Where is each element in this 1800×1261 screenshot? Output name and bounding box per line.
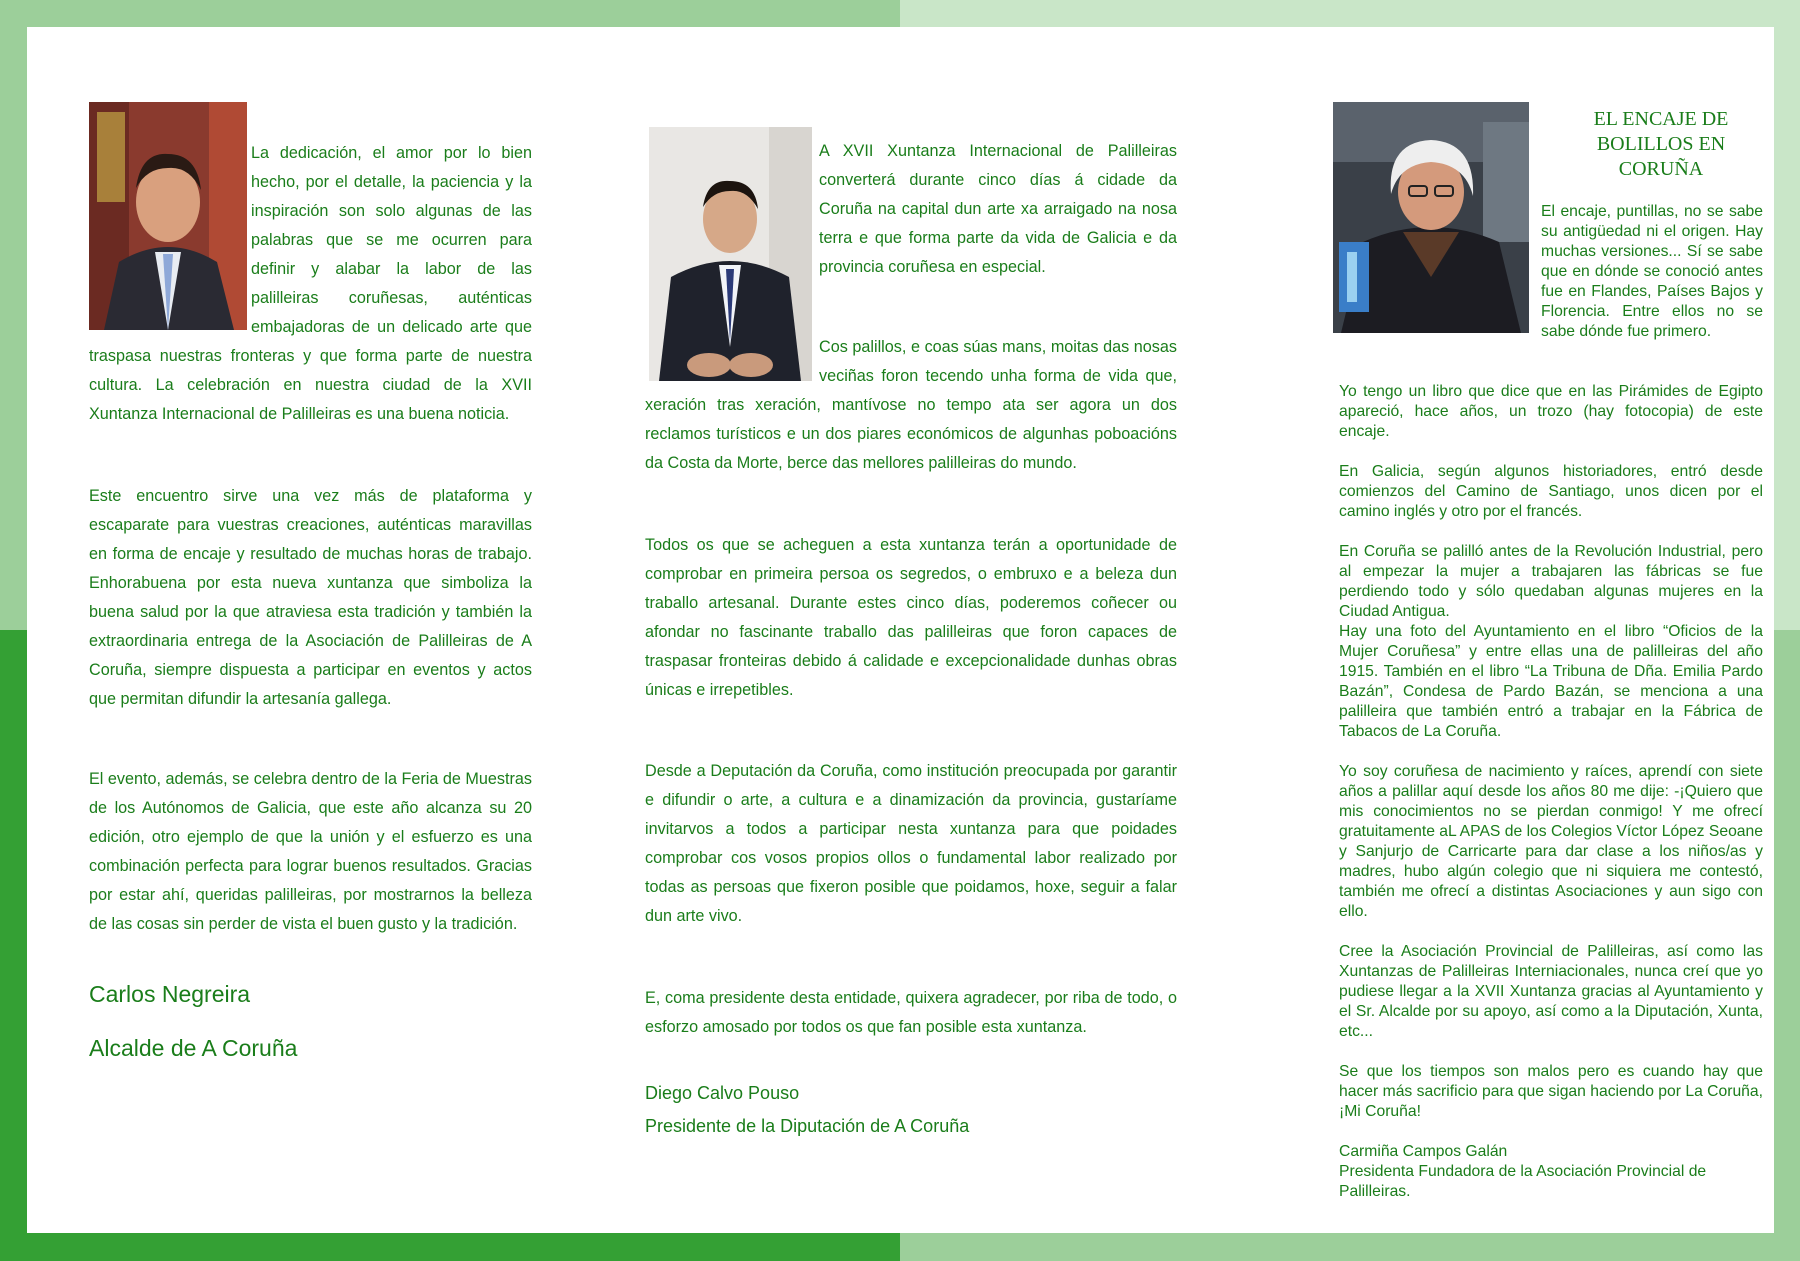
president-signature-role: Presidente de la Diputación de A Coruña [645,1116,970,1136]
president-paragraph-3: Todos os que se acheguen a esta xuntanza terán a oportunidade de comprobar en primeira persoa os segredos, o embruxo e a beleza dun traballo artesanal. Durante estes cinco días, poderemos coñecer ou afondar no fascinante traballo das palilleiras que foron capaces de traspasar fronteiras debido á calidade e excepcionalidade dunhas obras únicas e irrepetibles. [645,536,1177,699]
mayor-signature-name: Carlos Negreira [89,981,251,1007]
lace-paragraph-2: Yo tengo un libro que dice que en las Pirámides de Egipto apareció, hace años, un trozo (hay fotocopia) de este encaje. [1339,383,1763,440]
president-paragraph-4: Desde a Deputación da Coruña, como institución preocupada por garantir e difundir o arte, a cultura e a dinamización da provincia, gustaríame invitarvos a todos a participar nesta xuntanza para que poidades comprobar cos vosos propios ollos o fundamental labor realizado por todas as persoas que fixeron posible que poidamos, hoxe, seguir a falar dun arte vivo. [645,762,1177,925]
president-paragraph-2-text: Cos palillos, e coas súas mans, moitas das nosas veciñas foron tecendo unha forma de vida que, xeración tras xeración, mantívose no tempo ata ser agora un dos reclamos turísticos e un dos piares económicos de algunhas poboacións da Costa da Morte, berce das mellores palilleiras do mundo. [645,338,1177,472]
brochure-page [27,27,1774,1233]
mayor-paragraph-1-text: La dedicación, el amor por lo bien hecho, por el detalle, la paciencia y la inspiración son solo algunas de las palabras que se me ocurren para definir y alabar la labor de las palilleiras coruñesas, auténticas embajadoras de un delicado arte que traspasa nuestras fronteras y que forma parte de nuestra cultura. La celebración en nuestra ciudad de la XVII Xuntanza Internacional de Palilleiras es una buena noticia. [89,144,532,423]
president-signature-name: Diego Calvo Pouso [645,1083,800,1103]
mayor-signature-role: Alcalde de A Coruña [89,1035,298,1061]
lace-paragraph-1 [1339,202,1763,342]
president-paragraph-1 [645,137,1177,282]
lace-article-title: EL ENCAJE DE BOLILLOS EN CORUÑA [1593,108,1729,180]
lace-signature-name: Carmiña Campos Galán [1339,1143,1508,1160]
president-paragraph-5: E, coma presidente desta entidade, quixera agradecer, por riba de todo, o esforzo amosado por todos os que fan posible esta xuntanza. [645,989,1177,1036]
mayor-paragraph-1 [89,139,532,429]
lace-paragraph-1-text: El encaje, puntillas, no se sabe su antigüedad ni el origen. Hay muchas versiones... Sí se sabe que en dónde se conoció antes fue en Flandes, Países Bajos y Florencia. Entre ellos no se sabe dónde fue primero. [1541,203,1763,340]
lace-signature-role: Presidenta Fundadora de la Asociación Provincial de Palilleiras. [1339,1163,1707,1200]
lace-paragraph-3: En Galicia, según algunos historiadores, entró desde comienzos del Camino de Santiago, unos dicen por el camino inglés y otro por el francés. [1339,463,1763,520]
mayor-paragraph-3: El evento, además, se celebra dentro de la Feria de Muestras de los Autónomos de Galicia, que este año alcanza su 20 edición, otro ejemplo de que la unión y el esfuerzo es una combinación perfecta para lograr buenos resultados. Gracias por estar ahí, queridas palilleiras, por mostrarnos la belleza de las cosas sin perder de vista el buen gusto y la tradición. [89,770,532,933]
lace-paragraph-5: Hay una foto del Ayuntamiento en el libro “Oficios de la Mujer Coruñesa” y entre ellas una de palilleiras del año 1915. También en el libro “La Tribuna de Dña. Emilia Pardo Bazán”, Condesa de Pardo Bazán, se menciona a una palilleira que también entró a trabajar en la Fábrica de Tabacos de La Coruña. [1339,623,1763,740]
lace-signature [1339,1142,1763,1202]
lace-paragraph-7: Cree la Asociación Provincial de Palilleiras, así como las Xuntanzas de Palilleiras Interniacionales, nunca creí que yo pudiese llegar a la XVII Xuntanza gracias al Ayuntamiento y el Sr. Alcalde por su apoyo, así como a la Diputación, Xunta, etc... [1339,943,1763,1040]
president-paragraph-1-text: A XVII Xuntanza Internacional de Palilleiras converterá durante cinco días á cidade da Coruña na capital dun arte xa arraigado na nosa terra e que forma parte da vida de Galicia e da provincia coruñesa en especial. [819,142,1177,276]
lace-paragraph-6: Yo soy coruñesa de nacimiento y raíces, aprendí con siete años a palillar aquí desde los años 80 me dije: -¡Quiero que mis conocimientos no se pierdan conmigo! Y me ofrecí gratuitamente aL APAS de los Colegios Víctor López Seoane y Sanjurjo de Carricarte para dar clase a los niños/as y madres, hubo algún colegio que ni siquiera me contestó, también me ofrecí a distintas Asociaciones y aun sigo con ello. [1339,763,1763,920]
lace-paragraph-4: En Coruña se palilló antes de la Revolución Industrial, pero al empezar la mujer a trabajaren las fábricas se fue perdiendo todo y sólo quedaban algunas mujeres en la Ciudad Antigua. [1339,543,1763,620]
lace-paragraph-8: Se que los tiempos son malos pero es cuando hay que hacer más sacrificio para que sigan haciendo por La Coruña, ¡Mi Coruña! [1339,1063,1763,1120]
president-paragraph-2 [645,333,1177,478]
mayor-paragraph-2: Este encuentro sirve una vez más de plataforma y escaparate para vuestras creaciones, auténticas maravillas en forma de encaje y resultado de muchas horas de trabajo. Enhorabuena por esta nueva xuntanza que simboliza la buena salud por la que atraviesa esta tradición y también la extraordinaria entrega de la Asociación de Palilleiras de A Coruña, siempre dispuesta a participar en eventos y actos que permitan difundir la artesanía gallega. [89,487,532,708]
